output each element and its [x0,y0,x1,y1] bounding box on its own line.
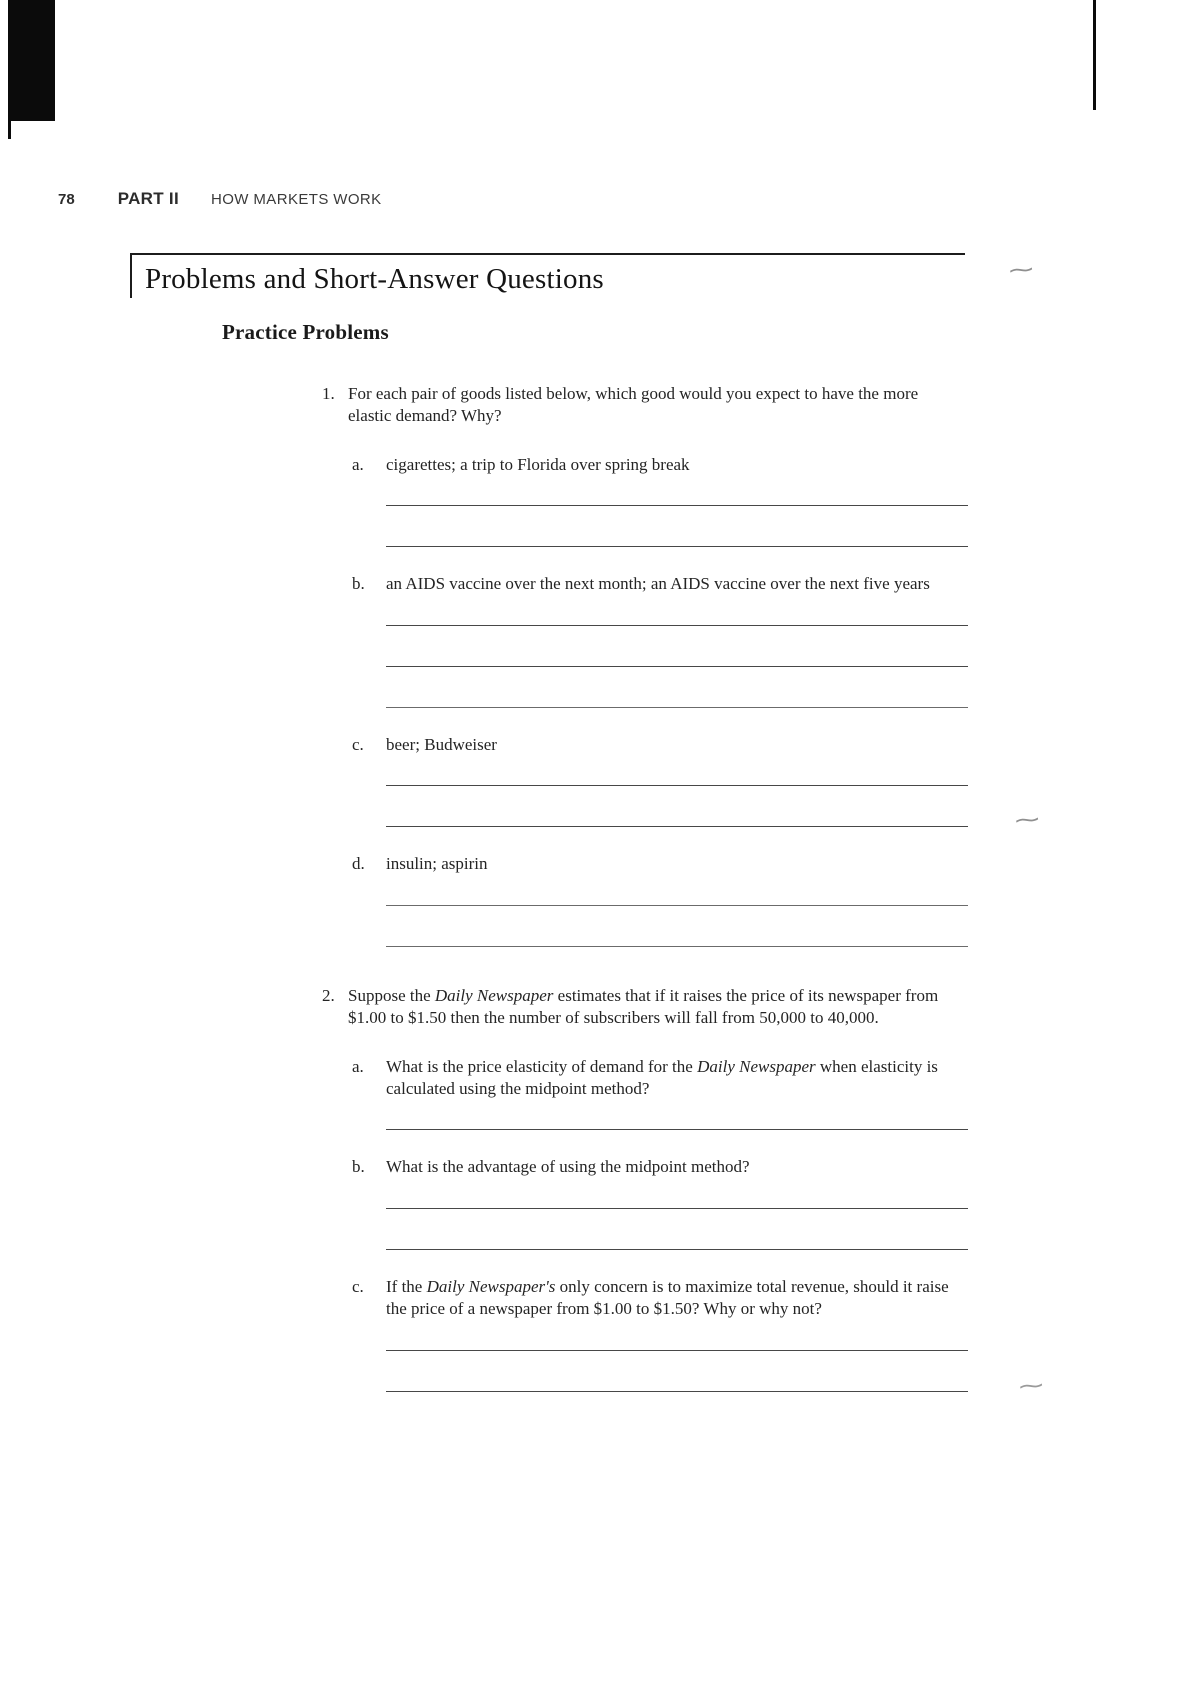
answer-line [386,1249,968,1250]
publication-name: Daily Newspaper [697,1056,816,1076]
part-text: beer; Budweiser [386,734,497,754]
problems-section [130,253,965,1392]
question-2-part-c [352,1276,965,1392]
scan-artifact-top-right [1093,0,1096,110]
answer-line [386,1208,968,1209]
answer-line [386,1129,968,1130]
question-1-part-a [352,454,965,547]
question-1-part-c [352,734,965,827]
part-label: a. [352,454,364,474]
scan-artifact-squiggle: ~ [1010,807,1044,834]
answer-line [386,505,968,506]
answer-lines [386,905,965,947]
subsection-title: Practice Problems [222,320,389,344]
question-text: For each pair of goods listed below, which good would you expect to have the more elastic demand? Why? [348,384,919,426]
part-text: What is the advantage of using the midpoint method? [386,1157,750,1177]
question-number: 1. [322,384,335,403]
publication-name: Daily Newspaper's [426,1276,556,1296]
answer-line [386,1391,968,1392]
part-text: cigarettes; a trip to Florida over spring break [386,454,690,474]
question-1 [322,383,965,947]
answer-line [386,666,968,667]
scan-artifact-squiggle: ~ [1014,1373,1048,1400]
part-label: a. [352,1056,364,1076]
answer-lines [386,1208,965,1250]
page-number: 78 [58,191,75,208]
part-label: d. [352,854,365,874]
answer-line [386,946,968,947]
part-text: What is the price elasticity of demand for the Daily Newspaper when elasticity is calculated using the midpoint method? [386,1056,938,1098]
question-2-part-b [352,1156,965,1249]
answer-line [386,785,968,786]
scan-artifact-squiggle: ~ [1004,257,1038,284]
answer-line [386,707,968,708]
part-text: If the Daily Newspaper's only concern is to maximize total revenue, should it raise the price of a newspaper from $1.00 to $1.50? Why or why not? [386,1276,949,1319]
answer-line [386,546,968,547]
scan-artifact-top-left-tail [8,121,11,139]
answer-line [386,826,968,827]
question-text: Suppose the Daily Newspaper estimates that if it raises the price of its newspaper from $1.00 to $1.50 then the number of subscribers will fall from 50,000 to 40,000. [348,985,939,1028]
part-text: insulin; aspirin [386,854,488,874]
answer-line [386,625,968,626]
answer-lines [386,505,965,547]
part-label: c. [352,1276,364,1296]
question-2-part-a [352,1056,965,1131]
publication-name: Daily Newspaper [434,985,554,1005]
question-1-part-d [352,853,965,946]
part-label: b. [352,574,365,594]
part-text: an AIDS vaccine over the next month; an AIDS vaccine over the next five years [386,574,930,594]
running-head [58,188,382,210]
answer-lines [386,785,965,827]
question-number: 2. [322,985,335,1005]
part-label: b. [352,1157,365,1177]
question-2 [322,985,965,1392]
part-label: c. [352,734,364,754]
answer-lines [386,1350,965,1392]
part-title: HOW MARKETS WORK [210,191,382,208]
part-label: PART II [117,189,179,208]
question-1-part-b [352,573,965,707]
section-title: Problems and Short-Answer Questions [130,255,965,298]
scan-artifact-top-left [8,0,55,121]
answer-line [386,1350,968,1351]
answer-lines [386,1129,965,1130]
answer-line [386,905,968,906]
answer-lines [386,625,965,708]
